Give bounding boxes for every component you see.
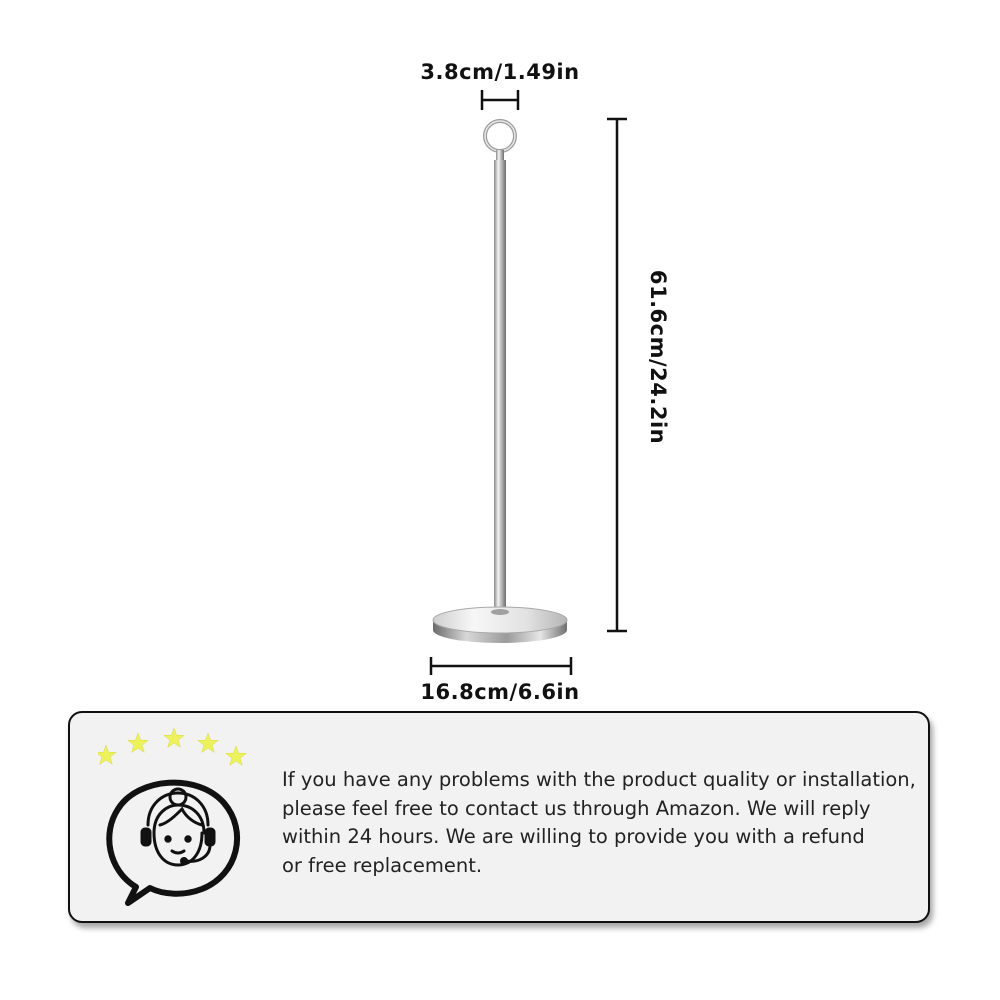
customer-service-agent-icon (98, 725, 258, 910)
rating-stars (98, 728, 246, 765)
star-icon (198, 733, 218, 752)
star-icon (226, 746, 246, 765)
support-message (282, 766, 922, 880)
height-dimension-line (607, 119, 627, 631)
star-icon (164, 728, 184, 747)
support-message-line: please feel free to contact us through Amazon. We will reply (282, 796, 871, 820)
customer-support-card (68, 711, 930, 923)
stand-rod (494, 160, 506, 612)
stand-base (433, 607, 567, 643)
star-icon (98, 745, 116, 764)
base-width-label: 16.8cm/6.6in (420, 680, 580, 704)
base-width-dimension-line (431, 657, 571, 675)
support-message-line: If you have any problems with the product quality or installation, (282, 768, 916, 791)
top-width-label: 3.8cm/1.49in (420, 60, 580, 84)
star-icon (128, 733, 148, 752)
height-label: 61.6cm/24.2in (646, 269, 670, 445)
top-width-dimension-line (482, 90, 518, 110)
agent-face (142, 789, 214, 865)
support-message-line: within 24 hours. We are willing to provide you with a refund (282, 825, 865, 848)
support-message-line: or free replacement. (282, 853, 483, 877)
speech-bubble-icon (109, 783, 237, 903)
